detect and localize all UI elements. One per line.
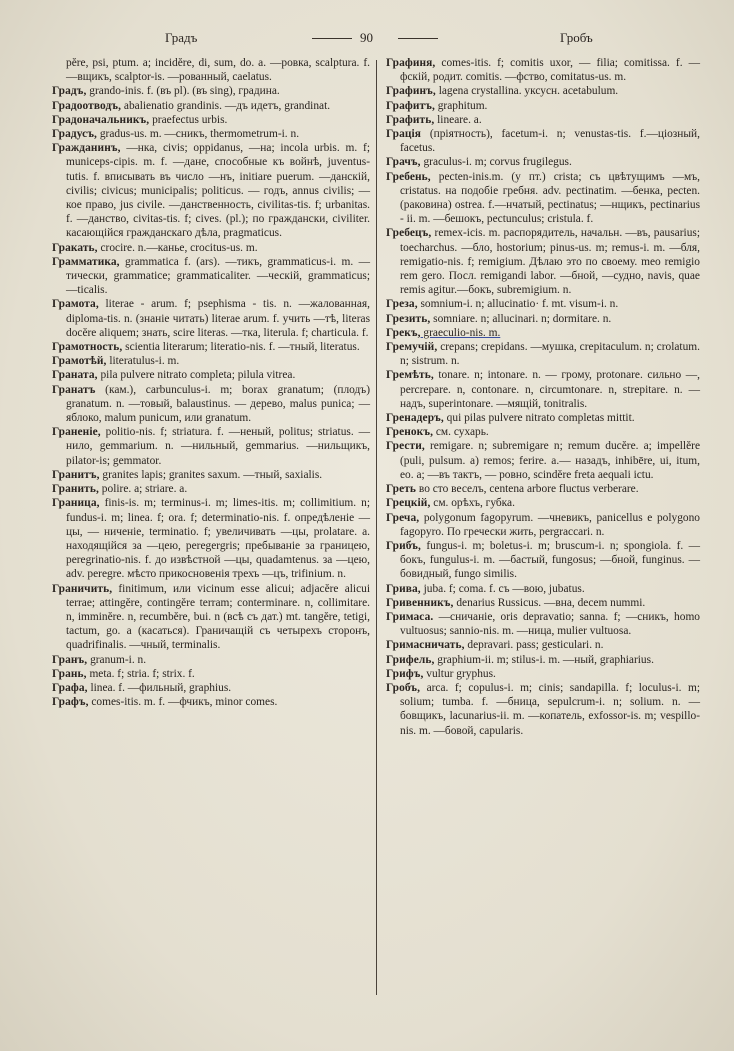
header-dash-left [312,38,352,39]
entry-definition: —нка, civis; oppidanus, —на; incola urbis. m. f; municeps-cipis. m. f. —дане, способные къ войнѣ, juventus-tutis. f. вписывать въ число —нъ, initiare puerum. —данскій, civilis; civicus; municipalis; politicus. — годъ, annus civilis; —кое право, jus civile. —данственность, civilitas-tis. f; urbanitas. f. —данство, civitas-tis. f; cives. (pl.); по граждански, civiliter. касающійся гражданскаго дѣла, pragmaticus. [66,142,370,240]
dictionary-entry [386,439,700,482]
running-head-left: Градъ [165,30,198,45]
dictionary-entry [52,56,370,84]
entry-definition: graeculio-nis. m. [420,326,501,339]
entry-headword: Грекъ, [386,326,421,339]
entry-definition: lagena crystallina. уксусн. acetabulum. [435,85,619,98]
entry-definition: praefectus urbis. [149,113,228,126]
dictionary-entry [52,340,370,354]
entry-definition: gradus-us. m. —сникъ, thermometrum-i. n. [97,128,300,141]
dictionary-entry [52,113,370,127]
dictionary-entry [52,468,370,482]
entry-headword: Гренокъ, [386,426,434,439]
entry-definition: polygonum fagopyrum. —чневикъ, panicellus e polygono fagopyro. По гречески жить, pergraccari. n. [400,511,700,538]
entry-definition: denarius Russicus. —вна, decem nummi. [453,596,646,609]
entry-headword: Градусъ, [52,128,98,141]
entry-headword: Графинъ, [386,85,436,98]
entry-headword: Гремѣть, [386,369,434,382]
dictionary-entry [386,226,700,297]
entry-headword: Грачъ, [386,156,421,169]
entry-definition: somnium-i. n; allucinatio· f. mt. visum-i. n. [417,298,619,311]
header-dash-right [398,38,438,39]
entry-definition: meta. f; stria. f; strix. f. [86,667,195,680]
running-head-right: Гробъ [560,30,593,45]
dictionary-entry [386,411,700,425]
dictionary-entry [386,84,700,98]
entry-headword: Грамматика, [52,255,120,268]
entry-definition: grammatica f. (ars). —тикъ, grammaticus-i. m. —тически, grammatice; grammaticaliter. —ческій, grammaticus; —ticalis. [66,255,370,297]
entry-headword: Гримаса. [386,610,434,623]
dictionary-entry [386,539,700,582]
dictionary-entry [386,56,700,84]
dictionary-entry [386,681,700,738]
entry-headword: Гребецъ, [386,227,432,240]
entry-headword: Гренадеръ, [386,412,444,425]
entry-definition: см. орѣхъ, губка. [430,497,515,510]
entry-definition: remigare. n; subremigare n; remum ducĕre. a; impellĕre (puli, pulsum. a) remos; ferire. a.— назадъ, inhibēre, ui, itum, eo. a; —въ тактъ, — ровно, scindĕre freta aequali ictu. [400,440,700,481]
dictionary-entry [52,383,370,426]
dictionary-entry [52,425,370,468]
entry-headword: Греть [386,483,417,496]
entry-headword: Гракать, [52,241,98,254]
entry-headword: Грезить, [386,312,431,325]
dictionary-entry [386,511,700,539]
dictionary-entry [386,482,700,496]
dictionary-entry [52,681,370,695]
entry-definition: pila pulvere nitrato completa; pilula vitrea. [97,369,296,382]
entry-definition: depravari. pass; gesticulari. n. [464,639,604,652]
entry-definition: juba. f; coma. f. съ —вою, jubatus. [420,582,585,595]
entry-headword: Грести, [386,440,425,453]
entry-definition: scientia literarum; literatio-nis. f. —тный, literatus. [122,341,360,354]
entry-definition: во сто веселъ, centena arbore fluctus verberare. [416,483,639,496]
dictionary-entry [52,141,370,240]
entry-headword: Гранить, [52,483,99,496]
entry-definition: graculus-i. m; corvus frugilegus. [420,156,572,169]
entry-definition: tonare. n; intonare. n. — грому, protonare. сильно —, percrepare. n, contonare. n, circumtonare. n, strepitare. n. — надъ, superintonare. —мящій, tonitralis. [400,369,700,410]
entry-headword: Графитъ, [386,99,435,112]
dictionary-entry [52,84,370,98]
dictionary-entry [52,127,370,141]
entry-headword: Гремучій, [386,341,438,354]
entry-headword: Грань, [52,667,87,680]
entry-headword: Графить, [386,113,435,126]
entry-headword: Грива, [386,582,421,595]
entry-headword: Грецкій, [386,497,431,510]
dictionary-entry [386,127,700,155]
entry-definition: somniare. n; allucinari. n; dormitare. n. [430,312,612,325]
entry-headword: Градоотводъ, [52,99,122,112]
entry-definition: см. сухарь. [433,426,489,439]
entry-definition: graphium-ii. m; stilus-i. m. —ный, graphiarius. [434,653,654,666]
entry-definition: pecten-inis.m. (у пт.) crista; съ цвѣтущимъ —мъ, cristatus. на подобіе гребня. adv. pectinatim. —бенка, pecten. (раковина) ostrea. f.—нчатый, pectinatus; —нщикъ, pectinarius - ii. m. —бешокъ, pectunculus; cristula. f. [400,170,700,226]
entry-headword: Грибъ, [386,539,421,552]
entry-headword: Гробъ, [386,681,421,694]
dictionary-entry [52,653,370,667]
entry-definition: —сничаніе, oris depravatio; sanna. f; —сникъ, homo vultuosus; sannio-nis. m. —ница, mulier vultuosa. [400,610,700,638]
entry-headword: Гранитъ, [52,468,100,481]
entry-definition: literatulus-i. m. [106,355,180,368]
entry-definition: politio-nis. f; striatura. f. —неный, politus; striatus. —нило, gemmarium. n. —нильный, gemmarius. —нильщикъ, pilator-is; gemmator. [66,426,370,467]
entry-definition: lineare. a. [434,113,482,126]
dictionary-entry [386,496,700,510]
entry-headword: Гримасничать, [386,639,465,652]
entry-definition: crocire. n.—канье, crocitus-us. m. [97,241,258,254]
dictionary-entry [386,368,700,411]
dictionary-entry [386,312,700,326]
dictionary-entry [52,354,370,368]
entry-definition: (кам.), carbunculus-i. m; borax granatum; (плодъ) granatum. n. —товый, balaustinus. — дерево, malus punica; — яблоко, malum punicum, или granatum. [66,383,370,425]
dictionary-entry [386,297,700,311]
entry-headword: Грамотѣй, [52,355,107,368]
entry-definition: polire. a; striare. a. [98,483,188,496]
dictionary-entry [386,340,700,368]
dictionary-entry [386,113,700,127]
dictionary-entry [386,610,700,638]
entry-definition: graphitum. [434,99,488,112]
entry-headword: Граница, [52,497,100,510]
dictionary-entry [52,496,370,581]
entry-headword: Грамота, [52,298,99,311]
entry-definition: finitimum, или vicinum esse alicui; adjacĕre alicui terrae; attingĕre, contingĕre terram; conterminare. n, collimitare. n, imminĕre. n, recumbĕre, bui. n (всѣ съ дат.) mt. tangĕre, tetigi, tactum, go. a (касаться). Граничащій съ четырехъ сторонъ, quadrifinalis. —чный, terminalis. [66,582,370,652]
entry-definition: granum-i. n. [87,653,147,666]
entry-definition: granites lapis; granites saxum. —тный, saxialis. [99,468,323,481]
dictionary-entry [386,653,700,667]
entry-headword: Грамотность, [52,341,123,354]
dictionary-entry [386,99,700,113]
entry-headword: Граничить, [52,582,113,595]
entry-headword: Графъ, [52,696,89,709]
page-number: 90 [360,30,373,45]
entry-headword: Гривенникъ, [386,596,454,609]
dictionary-entry [386,596,700,610]
left-column [52,56,370,709]
entry-definition: finis-is. m; terminus-i. m; limes-itis. m; collimitium. n; fundus-i. m; linea. f; ora. f; determinatio-nis. f. опредѣленіе —цы, — ниченіе, terminatio. f; увеличивать —цы, prolatare. a. находящійся за —цею, peregergris; пребываніе за границею, peregrinatio-nis. f. до извѣстной —цы, quadamtenus. за —цею, adv. peregre. мѣсто прикосновенія трехъ —цъ, trifinium. n. [66,497,370,581]
entry-headword: Граненіе, [52,426,101,439]
entry-definition: fungus-i. m; boletus-i. m; bruscum-i. n; spongiola. f. — бокъ, fungulus-i. m. —бастый, fungosus; —бной, funginus. —бовидный, fungo similis. [400,539,700,581]
dictionary-entry [52,667,370,681]
dictionary-entry [52,582,370,653]
entry-definition: grando-inis. f. (въ pl). (въ sing), градина. [86,85,280,98]
entry-headword: Градъ, [52,85,87,98]
entry-headword: Грифъ, [386,667,424,680]
entry-definition: comes-itis. f; comitis uxor, — filia; comitissa. f. —фскій, родит. comitis. —фство, comitatus-us. m. [400,57,700,84]
entry-headword: Греза, [386,298,418,311]
dictionary-entry [52,297,370,340]
dictionary-entry [386,170,700,227]
entry-definition: arca. f; copulus-i. m; cinis; sandapilla. f; loculus-i. m; solium; tumba. f. —бница, sepulcrum-i. n; solium. n. —бовщикъ, lacunarius-ii. m. —копатель, exfossor-is. m; vespillo-nis. m. —бовой, capularis. [400,681,700,737]
dictionary-entry [386,582,700,596]
right-column [386,56,700,738]
entry-headword: Грація [386,128,422,141]
entry-definition: (пріятность), facetum-i. n; venustas-tis. f.—ціозный, facetus. [400,128,700,155]
dictionary-entry [386,155,700,169]
dictionary-entry [386,425,700,439]
dictionary-entry [52,368,370,382]
dictionary-entry [386,667,700,681]
entry-definition: vultur gryphus. [423,667,496,680]
entry-definition: remex-icis. m. распорядитель, начальн. —въ, pausarius; toecharchus. —бло, hostorium; pinus-us. m; remus-i. m. —бля, remigatio-nis. f; remigium. Дѣлаю это по своему. meo remigio rem gero. Посл. remigandi labor. —бной, —судно, navis, quae remis agitur.—бокъ, subremigium. n. [400,227,700,297]
entry-headword: Грифель, [386,653,435,666]
entry-definition: qui pilas pulvere nitrato completas mittit. [443,412,635,425]
dictionary-entry [52,255,370,298]
entry-headword: Гребень, [386,170,431,183]
column-divider [376,60,377,995]
entry-definition: linea. f. —фильный, graphius. [87,681,232,694]
entry-headword: Греча, [386,511,420,524]
entry-headword: Градоначальникъ, [52,113,150,126]
dictionary-entry [386,326,700,340]
entry-definition: pĕre, psi, ptum. a; incidĕre, di, sum, do. a. —ровка, scalptura. f. —вщикъ, scalptor-is. —рованный, caelatus. [66,57,370,84]
entry-headword: Граната, [52,369,98,382]
dictionary-entry [52,99,370,113]
entry-headword: Графа, [52,681,88,694]
dictionary-entry [52,241,370,255]
entry-headword: Гранъ, [52,653,88,666]
entry-headword: Графиня, [386,57,436,69]
entry-definition: crepans; crepidans. —мушка, crepitaculum. n; crolatum. n; sistrum. n. [400,341,700,368]
dictionary-entry [52,482,370,496]
entry-definition: abalienatio grandinis. —дъ идетъ, grandinat. [121,99,331,112]
entry-headword: Гранатъ [52,383,96,396]
entry-definition: literae - arum. f; psephisma - tis. n. —жалованная, diploma-tis. n. (знаніе читать) literae arum. f. учить —тѣ, literas docĕre aliquem; знать, scire literas. —тка, literula. f; charticula. f. [66,298,370,339]
dictionary-entry [52,695,370,709]
entry-definition: comes-itis. m. f. —фчикъ, minor comes. [88,696,278,709]
dictionary-entry [386,638,700,652]
entry-headword: Гражданинъ, [52,142,121,155]
